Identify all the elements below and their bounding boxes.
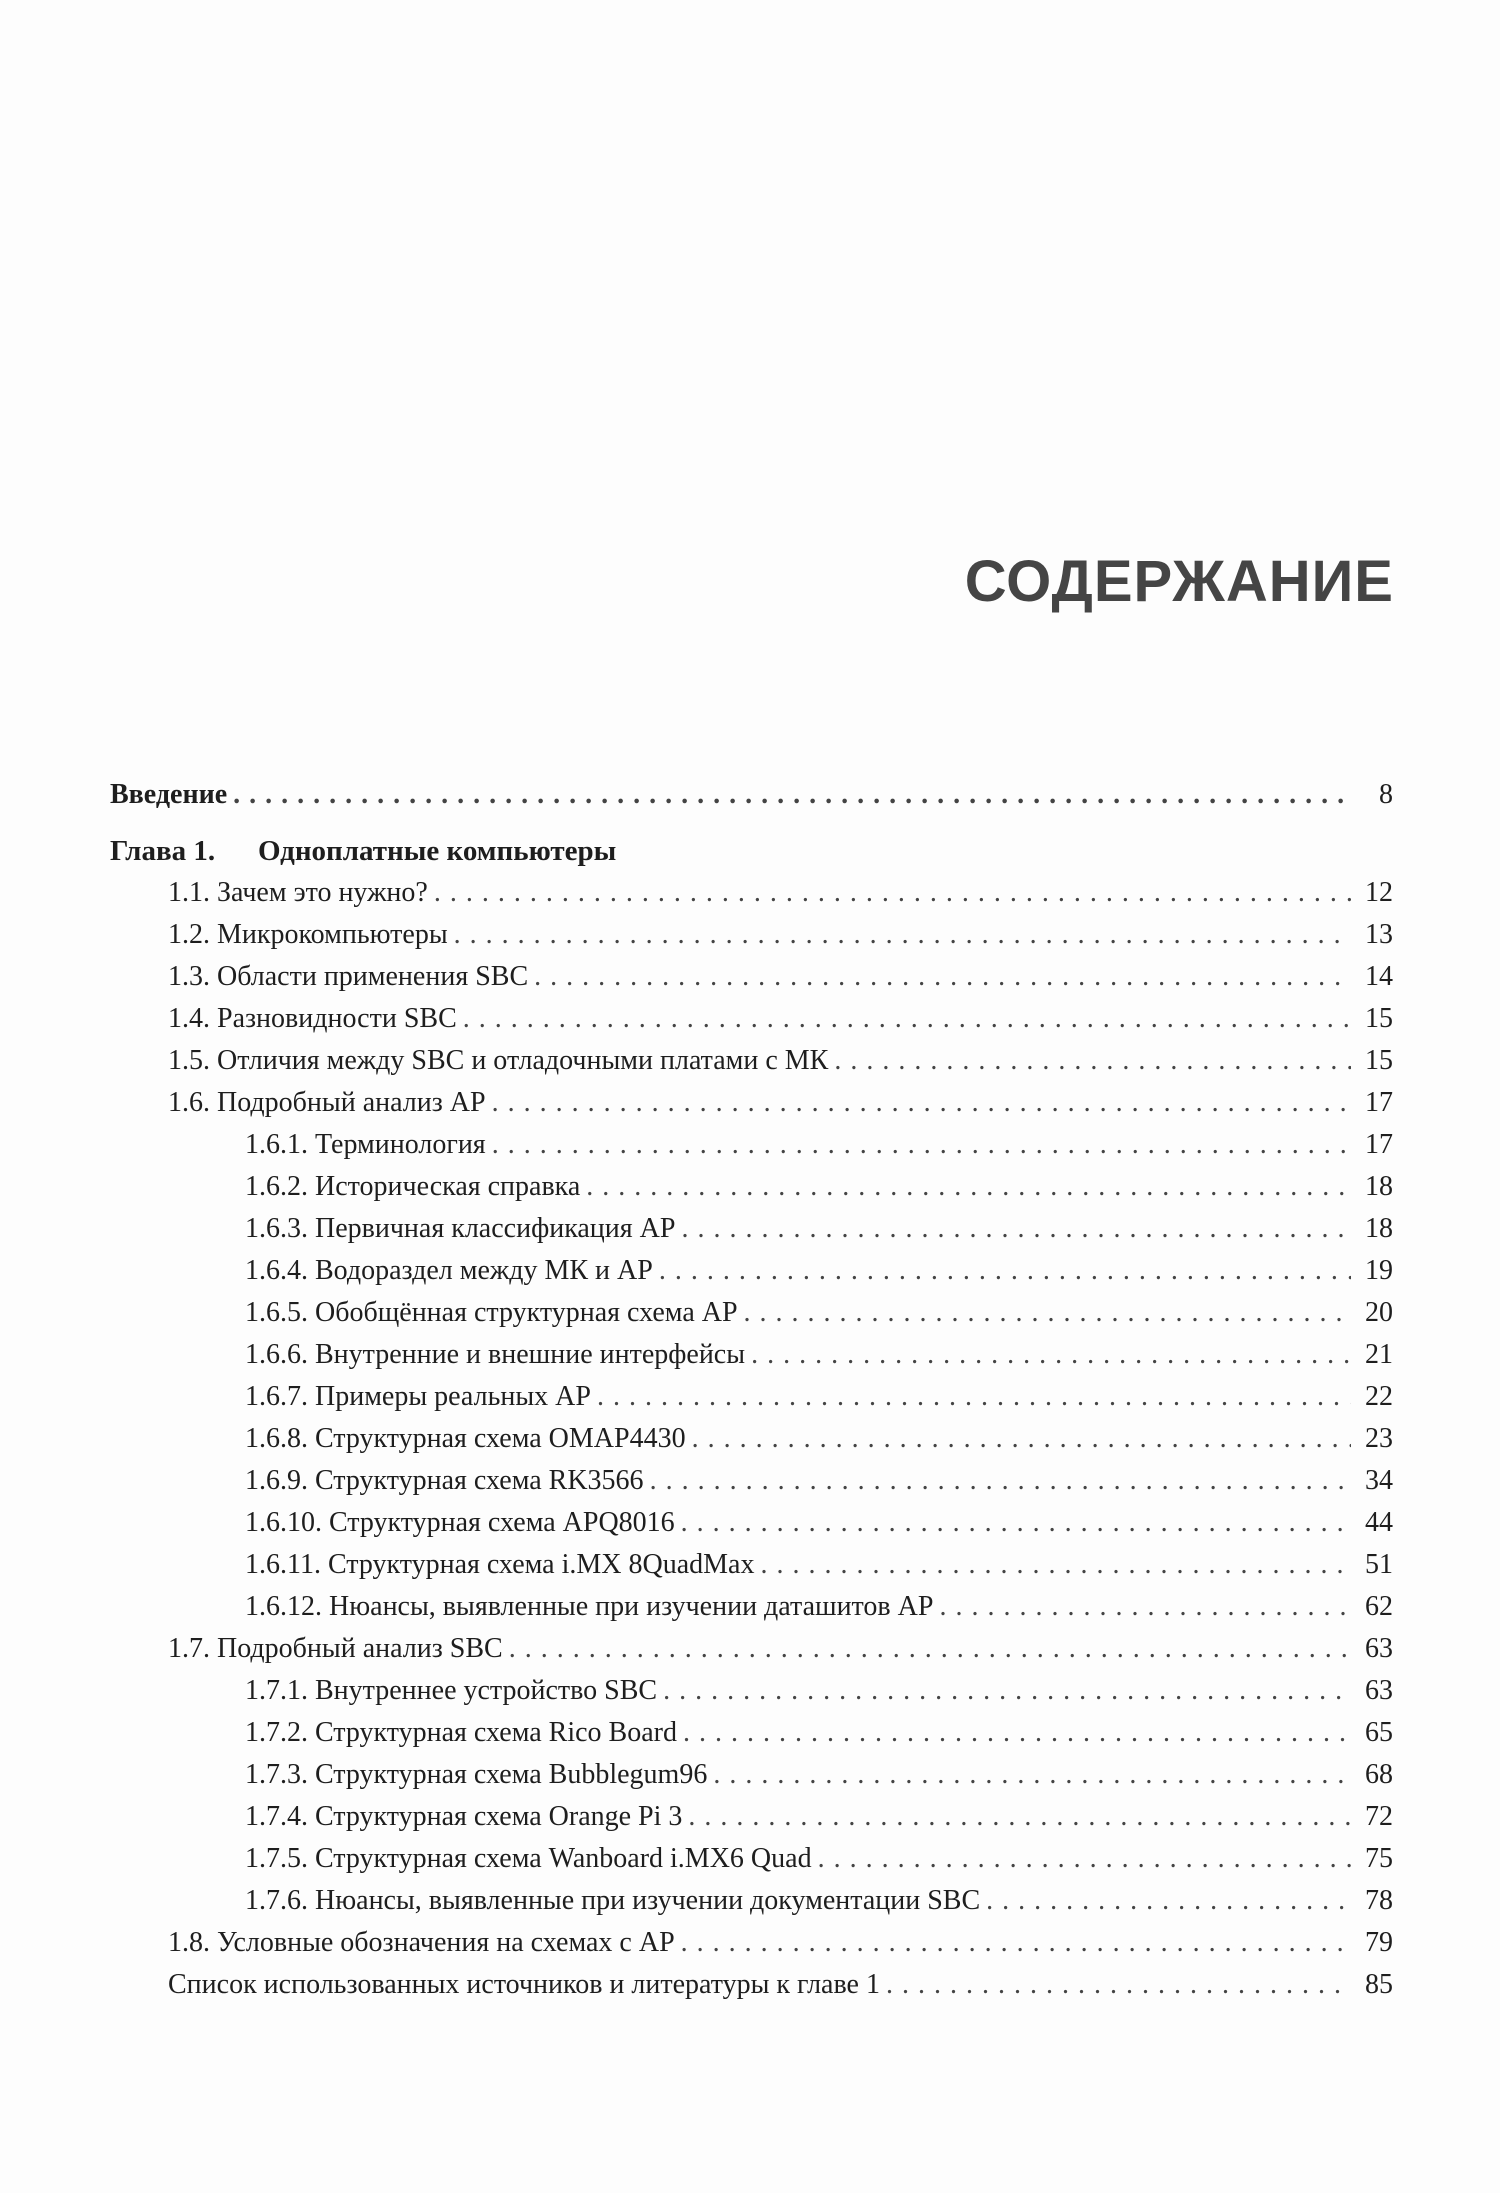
toc-entry-label: 1.6.9. Структурная схема RK3566 [245,1465,644,1496]
toc-page-number: 51 [1365,1549,1393,1580]
toc-entry-label: 1.6.2. Историческая справка [245,1171,581,1202]
dot-leader [681,1208,1351,1250]
toc-entry-label: 1.6.6. Внутренние и внешние интерфейсы [245,1339,746,1370]
toc-entry-label: Введение [110,779,228,810]
toc-page-number: 72 [1365,1801,1393,1832]
toc-page-number: 15 [1365,1003,1393,1034]
chapter-entries [110,872,1393,2006]
toc-entry[interactable] [110,914,1393,956]
dot-leader [233,774,1351,816]
dot-leader [818,1838,1351,1880]
toc-entry[interactable] [110,1754,1393,1796]
toc-page-number: 85 [1365,1969,1393,2000]
toc-page-number: 17 [1365,1129,1393,1160]
toc-entry[interactable] [110,998,1393,1040]
toc-entry-label: 1.6.5. Обобщённая структурная схема АР [245,1297,738,1328]
dot-leader [986,1880,1351,1922]
dot-leader [492,1082,1351,1124]
toc-entry[interactable] [110,1712,1393,1754]
toc-entry[interactable] [110,1166,1393,1208]
dot-leader [534,956,1351,998]
dot-leader [688,1796,1351,1838]
dot-leader [692,1418,1351,1460]
toc-entry-label: 1.6.1. Терминология [245,1129,486,1160]
chapter-heading[interactable] [110,830,1393,872]
toc-entry-label: 1.6.12. Нюансы, выявленные при изучении даташитов АР [245,1591,934,1622]
toc-entry[interactable] [110,1628,1393,1670]
toc-page-number: 21 [1365,1339,1393,1370]
toc-entry-label: 1.6.4. Водораздел между МК и АР [245,1255,653,1286]
toc-entry[interactable] [110,1880,1393,1922]
toc-entry-label: 1.7.3. Структурная схема Bubblegum96 [245,1759,708,1790]
dot-leader [586,1166,1351,1208]
toc-entry[interactable] [110,1544,1393,1586]
toc-page-number: 75 [1365,1843,1393,1874]
toc-page-number: 22 [1365,1381,1393,1412]
toc-page-number: 62 [1365,1591,1393,1622]
toc-entry-label: 1.6. Подробный анализ АР [168,1087,486,1118]
toc-entry[interactable] [110,1922,1393,1964]
toc-entry-label: 1.5. Отличия между SBC и отладочными платами с МК [168,1045,829,1076]
toc-entry-label: 1.1. Зачем это нужно? [168,877,428,908]
toc-page-number: 12 [1365,877,1393,908]
toc-entry[interactable] [110,1124,1393,1166]
toc-entry-label: 1.8. Условные обозначения на схемах с АР [168,1927,675,1958]
toc-page-number: 15 [1365,1045,1393,1076]
toc-page-number: 63 [1365,1633,1393,1664]
toc-entry-label: 1.7.1. Внутреннее устройство SBC [245,1675,658,1706]
toc-entry[interactable] [110,1460,1393,1502]
toc-entry-label: 1.2. Микрокомпьютеры [168,919,448,950]
dot-leader [597,1376,1351,1418]
dot-leader [681,1502,1351,1544]
dot-leader [683,1712,1351,1754]
toc-entry-label: 1.6.8. Структурная схема OMAP4430 [245,1423,686,1454]
toc-page-number: 78 [1365,1885,1393,1916]
chapter-title: Одноплатные компьютеры [258,835,617,867]
toc-entry[interactable] [110,872,1393,914]
toc-entry[interactable] [110,1334,1393,1376]
dot-leader [663,1670,1351,1712]
toc-page-number: 18 [1365,1171,1393,1202]
toc-entry[interactable] [110,1292,1393,1334]
toc-page-number: 63 [1365,1675,1393,1706]
toc-page-number: 65 [1365,1717,1393,1748]
toc-page-number: 68 [1365,1759,1393,1790]
page-title: СОДЕРЖАНИЕ [964,549,1394,614]
toc-entry-label: 1.7.6. Нюансы, выявленные при изучении документации SBC [245,1885,981,1916]
dot-leader [463,998,1351,1040]
toc-entry-label: 1.6.10. Структурная схема APQ8016 [245,1507,675,1538]
dot-leader [939,1586,1351,1628]
toc-entry-intro[interactable] [110,774,1393,816]
toc-entry[interactable] [110,1586,1393,1628]
toc-entry[interactable] [110,1838,1393,1880]
toc-entry-label: 1.7.2. Структурная схема Rico Board [245,1717,677,1748]
dot-leader [744,1292,1351,1334]
dot-leader [760,1544,1351,1586]
toc-page-number: 34 [1365,1465,1393,1496]
dot-leader [492,1124,1351,1166]
toc-entry-label: 1.7.5. Структурная схема Wanboard i.MX6 Quad [245,1843,812,1874]
toc-page-number: 13 [1365,919,1393,950]
toc-entry[interactable] [110,1376,1393,1418]
toc-entry-label: 1.4. Разновидности SBC [168,1003,457,1034]
dot-leader [509,1628,1351,1670]
toc-entry-label: 1.3. Области применения SBC [168,961,529,992]
toc-page-number: 17 [1365,1087,1393,1118]
toc-entry-label: Список использованных источников и литературы к главе 1 [168,1969,880,2000]
dot-leader [650,1460,1351,1502]
dot-leader [681,1922,1351,1964]
toc-entry-label: 1.7.4. Структурная схема Orange Pi 3 [245,1801,683,1832]
toc-page-number: 18 [1365,1213,1393,1244]
table-of-contents [110,774,1393,2006]
toc-entry[interactable] [110,1418,1393,1460]
toc-entry-label: 1.6.11. Структурная схема i.MX 8QuadMax [245,1549,755,1580]
toc-page-number: 79 [1365,1927,1393,1958]
toc-entry-label: 1.6.3. Первичная классификация АР [245,1213,676,1244]
dot-leader [886,1964,1351,2006]
toc-entry[interactable] [110,1250,1393,1292]
toc-entry[interactable] [110,1502,1393,1544]
toc-page-number: 23 [1365,1423,1393,1454]
toc-entry[interactable] [110,1964,1393,2006]
dot-leader [434,872,1351,914]
toc-entry[interactable] [110,1796,1393,1838]
chapter-number: Глава 1. [110,835,216,867]
toc-entry[interactable] [110,1082,1393,1124]
toc-entry[interactable] [110,956,1393,998]
dot-leader [454,914,1351,956]
toc-page-number: 8 [1379,779,1393,810]
toc-page-number: 14 [1365,961,1393,992]
dot-leader [834,1040,1351,1082]
toc-entry[interactable] [110,1040,1393,1082]
toc-entry-label: 1.7. Подробный анализ SBC [168,1633,503,1664]
toc-entry[interactable] [110,1670,1393,1712]
dot-leader [659,1250,1351,1292]
toc-entry-label: 1.6.7. Примеры реальных АР [245,1381,591,1412]
dot-leader [751,1334,1351,1376]
toc-page-number: 19 [1365,1255,1393,1286]
toc-page-number: 44 [1365,1507,1393,1538]
toc-page-number: 20 [1365,1297,1393,1328]
toc-entry[interactable] [110,1208,1393,1250]
dot-leader [713,1754,1351,1796]
